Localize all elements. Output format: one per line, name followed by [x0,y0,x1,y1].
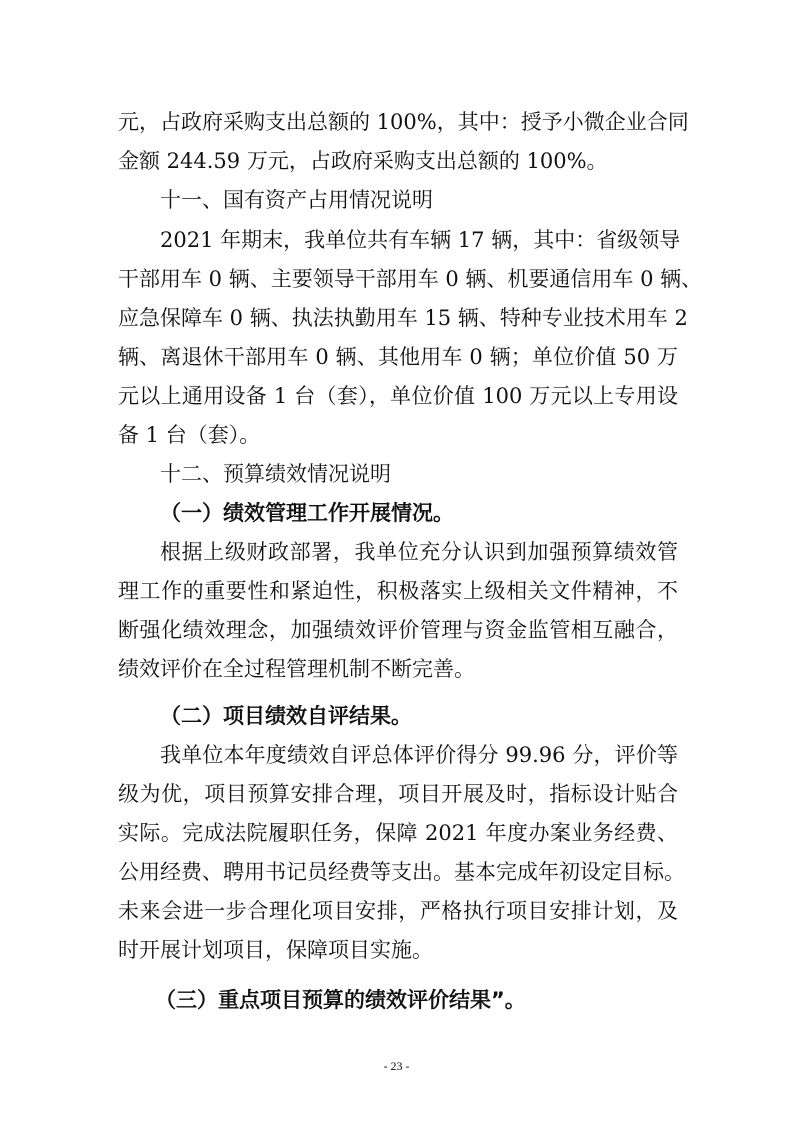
paragraph-line: 应急保障车 0 辆、执法执勤用车 15 辆、特种专业技术用车 2 [118,306,688,330]
paragraph-line: 时开展计划项目，保障项目实施。 [118,938,433,962]
subsection-heading-3: （三）重点项目预算的绩效评价结果”。 [155,988,526,1012]
paragraph-line: 理工作的重要性和紧迫性，积极落实上级相关文件精神，不 [118,579,678,603]
paragraph-line: 实际。完成法院履职任务，保障 2021 年度办案业务经费、 [118,821,678,845]
paragraph-line: 2021 年期末，我单位共有车辆 17 辆，其中：省级领导 [160,228,681,252]
paragraph-line: 未来会进一步合理化项目安排，严格执行项目安排计划，及 [118,899,678,923]
paragraph-line: 根据上级财政部署，我单位充分认识到加强预算绩效管 [160,540,678,564]
paragraph-line: 干部用车 0 辆、主要领导干部用车 0 辆、机要通信用车 0 辆、 [118,267,703,291]
paragraph-line: 公用经费、聘用书记员经费等支出。基本完成年初设定目标。 [118,860,685,884]
paragraph-line: 断强化绩效理念，加强绩效评价管理与资金监管相互融合， [118,618,678,642]
paragraph-line: 备 1 台（套）。 [118,423,261,447]
section-heading-12: 十二、预算绩效情况说明 [160,462,391,486]
paragraph-line: 金额 244.59 万元，占政府采购支出总额的 100%。 [118,149,608,173]
paragraph-line: 我单位本年度绩效自评总体评价得分 99.96 分，评价等 [160,743,678,767]
section-heading-11: 十一、国有资产占用情况说明 [160,188,433,212]
paragraph-line: 级为优，项目预算安排合理，项目开展及时，指标设计贴合 [118,782,678,806]
page-number: - 23 - [383,1059,410,1073]
paragraph-line: 辆、离退休干部用车 0 辆、其他用车 0 辆；单位价值 50 万 [118,345,678,369]
paragraph-line: 元，占政府采购支出总额的 100%，其中：授予小微企业合同 [118,110,689,134]
subsection-heading-1: （一）绩效管理工作开展情况。 [160,501,454,525]
subsection-heading-2: （二）项目绩效自评结果。 [160,704,412,728]
paragraph-line: 元以上通用设备 1 台（套），单位价值 100 万元以上专用设 [118,384,678,408]
paragraph-line: 绩效评价在全过程管理机制不断完善。 [118,657,475,681]
